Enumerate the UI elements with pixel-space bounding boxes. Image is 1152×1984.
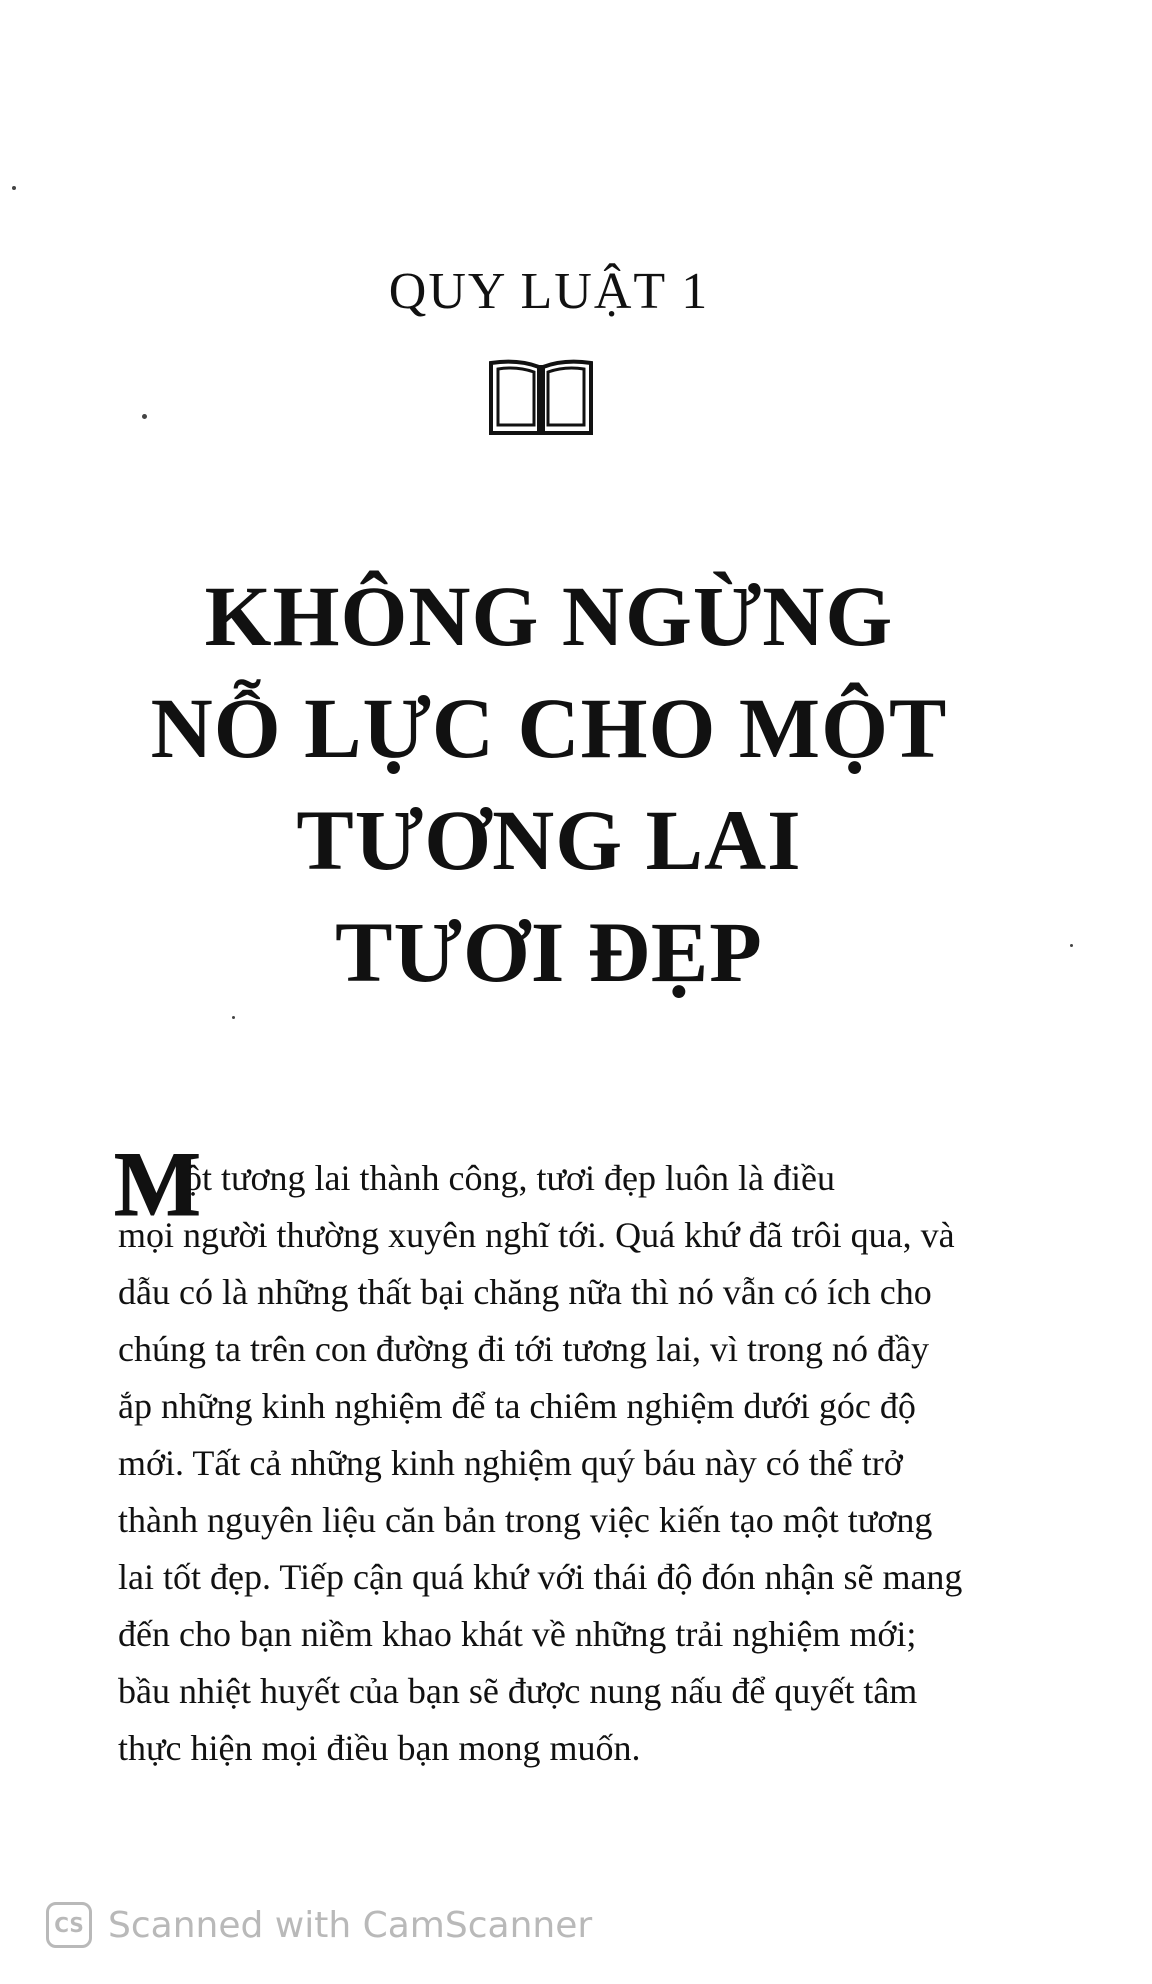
body-line: ắp những kinh nghiệm để ta chiêm nghiệm dưới góc độ [118,1386,916,1426]
chapter-title-line: KHÔNG NGỪNG [204,568,894,664]
chapter-title-line: NỖ LỰC CHO MỘT [150,680,948,776]
body-line: đến cho bạn niềm khao khát về những trải nghiệm mới; [118,1614,917,1654]
chapter-title [0,560,1098,1008]
body-paragraph [114,1133,998,1777]
body-line: chúng ta trên con đường đi tới tương lai, vì trong nó đầy [118,1329,930,1369]
body-line: dẫu có là những thất bại chăng nữa thì nó vẫn có ích cho [118,1272,932,1312]
body-line: thành nguyên liệu căn bản trong việc kiến tạo một tương [118,1500,933,1540]
open-book-icon [488,355,594,437]
rule-label: QUY LUẬT 1 [388,263,710,320]
scan-speck [12,186,16,190]
body-first-line-text: ột tương lai thành công, tươi đẹp luôn là điều [184,1158,835,1198]
drop-cap: M [114,1133,201,1235]
body-line: lai tốt đẹp. Tiếp cận quá khứ với thái độ đón nhận sẽ mang [118,1557,963,1597]
watermark-text: Scanned with CamScanner [108,1904,593,1946]
chapter-title-line: TƯƠNG LAI [296,792,802,888]
body-line: bầu nhiệt huyết của bạn sẽ được nung nấu để quyết tâm [118,1671,918,1711]
scan-speck [142,414,147,419]
scanner-watermark [46,1900,592,1950]
scan-speck [232,1016,235,1019]
body-line: thực hiện mọi điều bạn mong muốn. [118,1728,641,1768]
body-line: mọi người thường xuyên nghĩ tới. Quá khứ đã trôi qua, và [118,1215,955,1255]
body-line: mới. Tất cả những kinh nghiệm quý báu này có thể trở [118,1443,903,1483]
chapter-title-line: TƯƠI ĐẸP [335,904,763,1000]
camscanner-logo-icon: CS [46,1902,92,1948]
